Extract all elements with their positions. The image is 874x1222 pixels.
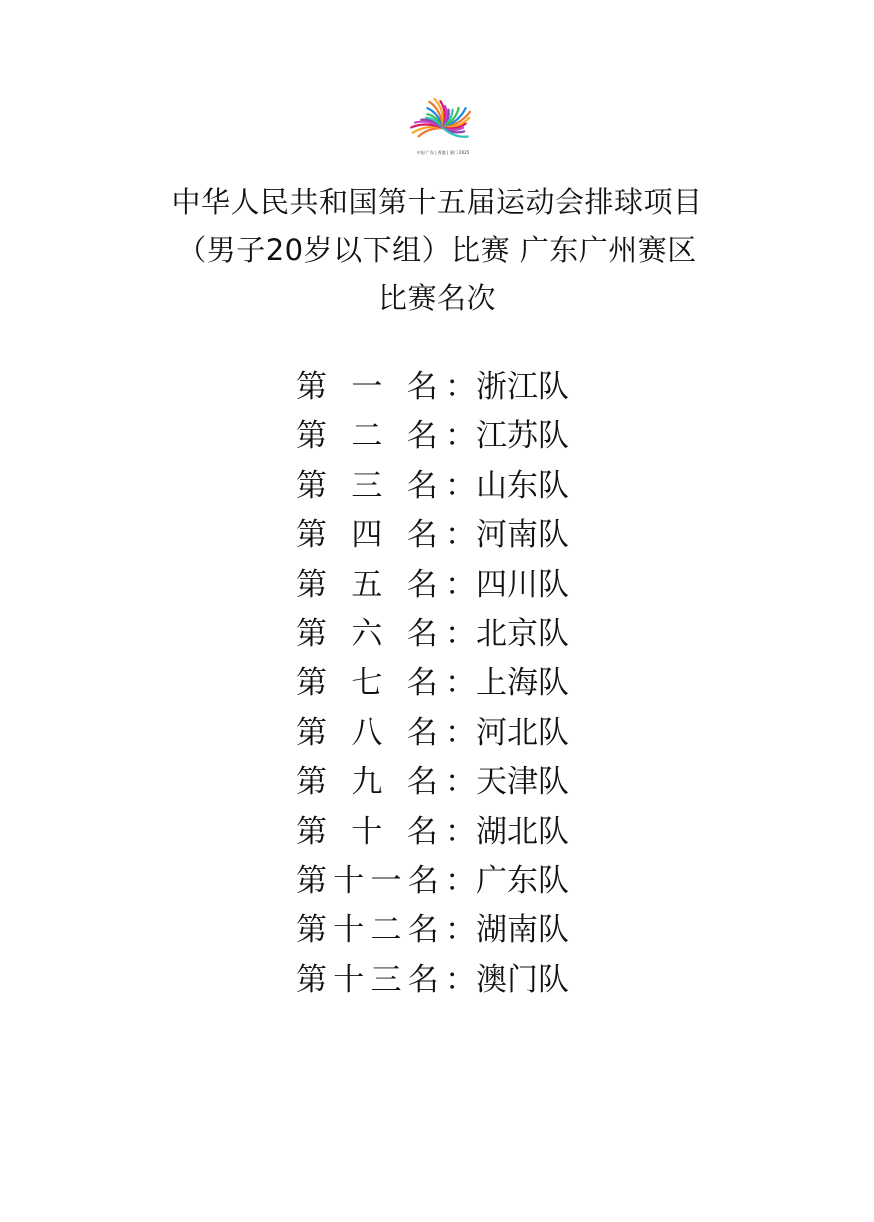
- ranking-row: [296, 659, 616, 708]
- title-line-1: 中华人民共和国第十五届运动会排球项目: [171, 185, 703, 219]
- rank-team: 浙江队: [476, 369, 569, 405]
- rank-place: 第 八 名：: [296, 714, 476, 751]
- rank-place: 第 四 名：: [296, 517, 476, 554]
- ranking-row: [296, 906, 616, 955]
- ranking-row: [296, 857, 616, 906]
- rank-team: 湖南队: [476, 912, 569, 949]
- rank-team: 四川队: [476, 566, 569, 603]
- ranking-row: [296, 610, 616, 659]
- rank-place: 第 二 名：: [296, 418, 476, 455]
- rank-place: 第 五 名：: [296, 566, 476, 603]
- rank-place: 第十二名：: [296, 912, 476, 949]
- ranking-row: [296, 462, 616, 511]
- rank-team: 山东队: [476, 467, 569, 504]
- rank-place: 第 九 名：: [296, 764, 476, 801]
- title-line-2: （男子20岁以下组）比赛 广东广州赛区: [177, 233, 697, 267]
- rank-place: 第 三 名：: [296, 467, 476, 504]
- rank-place: 第 一 名：: [296, 369, 476, 405]
- games-logo: [407, 88, 479, 168]
- ranking-row: [296, 363, 616, 412]
- rank-team: 湖北队: [476, 813, 569, 850]
- title-line-3: 比赛名次: [377, 281, 496, 315]
- ranking-row: [296, 956, 616, 1005]
- ranking-list: [296, 363, 616, 1005]
- rank-place: 第 六 名：: [296, 615, 476, 652]
- ranking-row: [296, 758, 616, 807]
- rank-team: 天津队: [476, 764, 569, 801]
- ranking-row: [296, 511, 616, 560]
- ranking-row: [296, 808, 616, 857]
- rank-place: 第 十 名：: [296, 813, 476, 850]
- rank-place: 第 七 名：: [296, 665, 476, 702]
- rank-team: 北京队: [476, 615, 569, 652]
- rank-team: 澳门队: [476, 961, 569, 998]
- rank-team: 广东队: [476, 862, 569, 899]
- rank-place: 第十一名：: [296, 862, 476, 899]
- rank-team: 河北队: [476, 714, 569, 751]
- ranking-row: [296, 561, 616, 610]
- rank-team: 江苏队: [476, 418, 569, 455]
- logo-caption: 中国 广东 | 香港 | 澳门 2025: [416, 150, 470, 155]
- games-pinwheel-logo-icon: [407, 88, 479, 148]
- rank-team: 上海队: [476, 665, 569, 702]
- ranking-row: [296, 709, 616, 758]
- rank-team: 河南队: [476, 517, 569, 554]
- rank-place: 第十三名：: [296, 961, 476, 998]
- ranking-row: [296, 412, 616, 461]
- document-title: [0, 178, 874, 322]
